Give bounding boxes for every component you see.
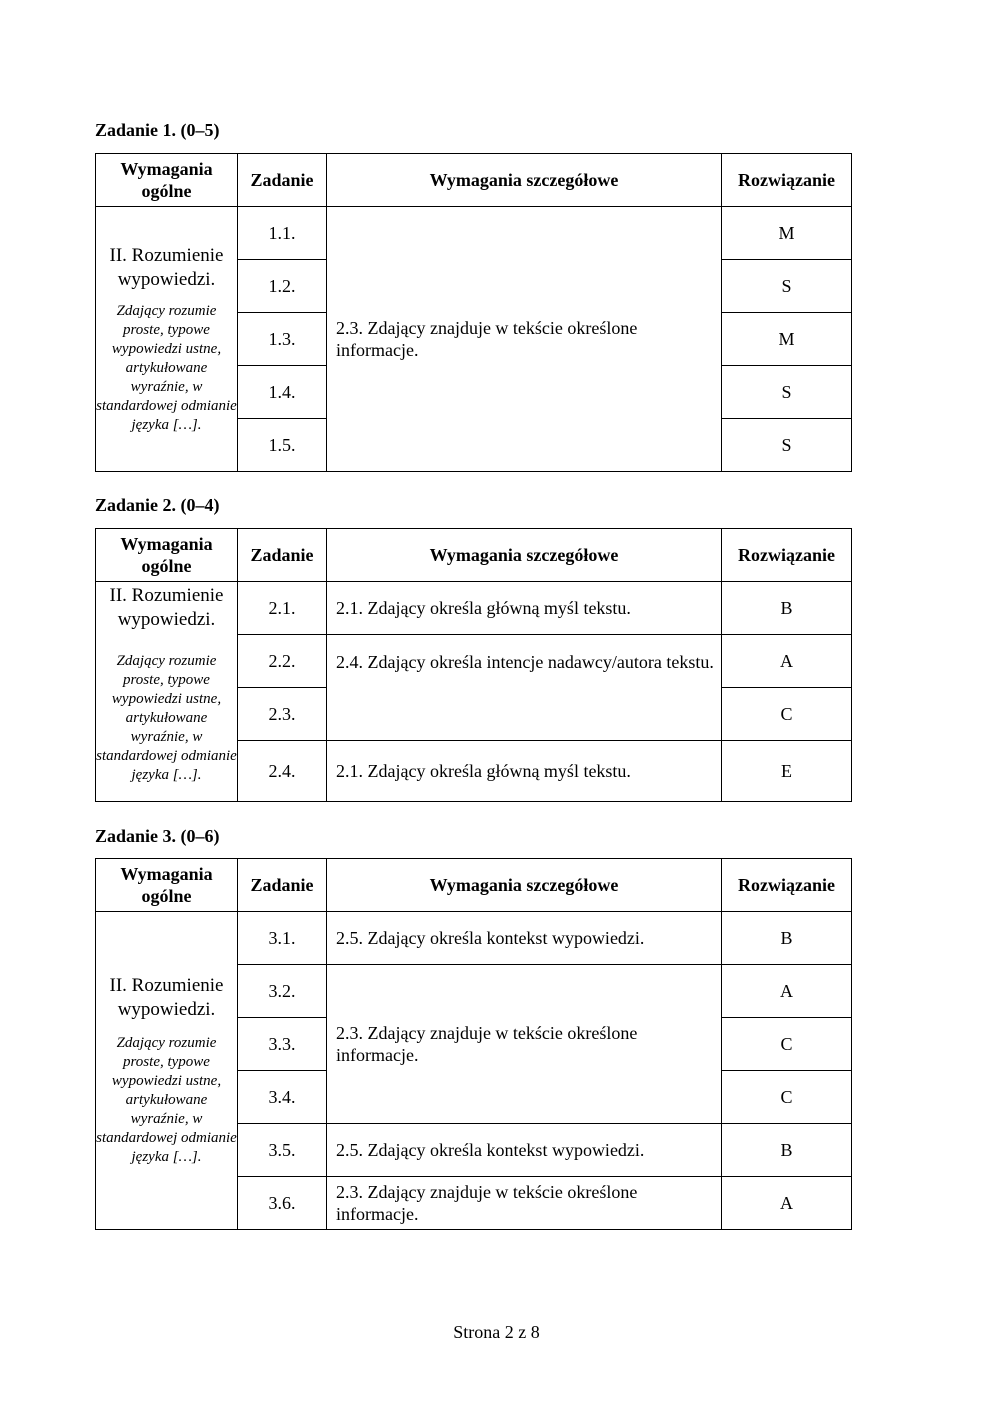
task-number: 2.1. [238,582,327,635]
detailed-requirement: 2.3. Zdający znajduje w tekście określone informacje. [327,1177,722,1230]
task-number: 3.5. [238,1124,327,1177]
detailed-requirement: 2.3. Zdający znajduje w tekście określone informacje. [327,965,722,1124]
section-title-1: Zadanie 1. (0–5) [95,120,220,140]
table-header-row [96,154,852,207]
detailed-requirement: 2.1. Zdający określa główną myśl tekstu. [327,741,722,802]
page-footer: Strona 2 z 8 [453,1322,540,1342]
header-detailed: Wymagania szczegółowe [327,859,722,912]
general-requirement-description: Zdający rozumie proste, typowe wypowiedzi ustne, artykułowane wyraźnie, w standardowej odmianie języka […]. [96,653,237,783]
table-zadanie-3 [95,858,852,1230]
general-requirement-description: Zdający rozumie proste, typowe wypowiedzi ustne, artykułowane wyraźnie, w standardowej odmianie języka […]. [96,302,237,433]
task-number: 2.3. [238,688,327,741]
task-number: 1.1. [238,207,327,260]
solution: S [722,366,852,419]
detailed-requirement: 2.5. Zdający określa kontekst wypowiedzi. [327,1124,722,1177]
detailed-requirement: 2.4. Zdający określa intencje nadawcy/autora tekstu. [327,635,722,741]
solution: B [722,1124,852,1177]
header-task: Zadanie [238,154,327,207]
solution: A [722,635,852,688]
header-detailed: Wymagania szczegółowe [327,154,722,207]
solution: B [722,582,852,635]
general-requirement-cell [96,912,238,1230]
header-detailed: Wymagania szczegółowe [327,529,722,582]
table-row [96,912,852,965]
general-requirement-cell [96,207,238,472]
header-task: Zadanie [238,529,327,582]
header-solution: Rozwiązanie [722,154,852,207]
table-zadanie-2 [95,528,852,802]
task-number: 3.4. [238,1071,327,1124]
section-title-2: Zadanie 2. (0–4) [95,495,220,515]
table-zadanie-1 [95,153,852,472]
task-number: 3.2. [238,965,327,1018]
solution: M [722,207,852,260]
table-row [96,582,852,635]
general-requirement-description: Zdający rozumie proste, typowe wypowiedzi ustne, artykułowane wyraźnie, w standardowej odmianie języka […]. [96,1035,237,1165]
solution: A [722,965,852,1018]
detailed-requirement: 2.3. Zdający znajduje w tekście określone informacje. [327,207,722,472]
solution: C [722,1071,852,1124]
solution: S [722,419,852,472]
solution: B [722,912,852,965]
table-header-row [96,859,852,912]
solution: C [722,688,852,741]
general-requirement-title: II. Rozumienie wypowiedzi. [109,585,224,630]
section-title-3: Zadanie 3. (0–6) [95,826,220,846]
table-header-row [96,529,852,582]
solution: S [722,260,852,313]
general-requirement-cell [96,582,238,802]
solution: E [722,741,852,802]
general-requirement-title: II. Rozumienie wypowiedzi. [109,244,224,290]
header-task: Zadanie [238,859,327,912]
header-solution: Rozwiązanie [722,529,852,582]
solution: A [722,1177,852,1230]
header-general: Wymagania ogólne [96,154,238,207]
detailed-requirement: 2.5. Zdający określa kontekst wypowiedzi. [327,912,722,965]
solution: C [722,1018,852,1071]
task-number: 3.1. [238,912,327,965]
solution: M [722,313,852,366]
task-number: 3.6. [238,1177,327,1230]
general-requirement-title: II. Rozumienie wypowiedzi. [109,975,224,1020]
detailed-requirement: 2.1. Zdający określa główną myśl tekstu. [327,582,722,635]
header-general: Wymagania ogólne [96,859,238,912]
header-general: Wymagania ogólne [96,529,238,582]
header-solution: Rozwiązanie [722,859,852,912]
task-number: 2.4. [238,741,327,802]
table-row [96,207,852,260]
task-number: 1.3. [238,313,327,366]
task-number: 1.4. [238,366,327,419]
task-number: 1.2. [238,260,327,313]
task-number: 1.5. [238,419,327,472]
task-number: 2.2. [238,635,327,688]
task-number: 3.3. [238,1018,327,1071]
